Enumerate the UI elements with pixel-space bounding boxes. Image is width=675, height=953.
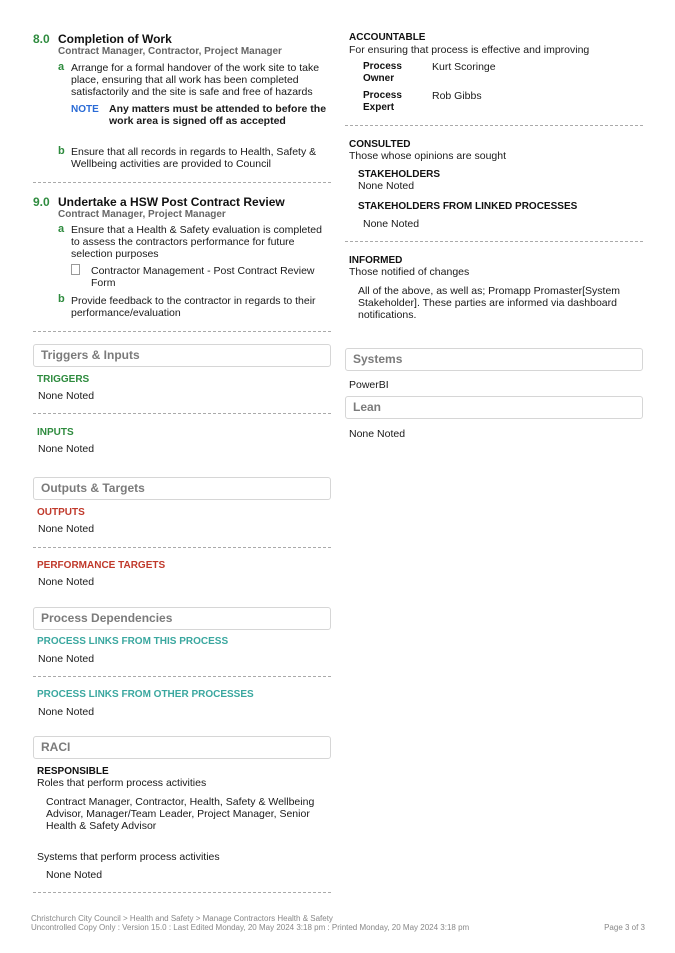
divider: [33, 892, 331, 893]
accountable-heading: ACCOUNTABLE: [349, 32, 426, 43]
document-icon: [71, 264, 80, 275]
accountable-subtitle: For ensuring that process is effective and improving: [349, 44, 590, 56]
inputs-value: None Noted: [38, 443, 95, 455]
divider: [345, 241, 643, 242]
outputs-targets-panel-header: Outputs & Targets: [33, 477, 331, 500]
linked-stakeholders-heading: STAKEHOLDERS FROM LINKED PROCESSES: [358, 201, 578, 212]
divider: [33, 676, 331, 677]
step-8b-letter: b: [58, 145, 65, 157]
step-8-number: 8.0: [33, 32, 50, 46]
process-owner-value: Kurt Scoringe: [432, 61, 496, 73]
step-9-title: Undertake a HSW Post Contract Review: [58, 195, 285, 209]
performance-targets-heading: PERFORMANCE TARGETS: [37, 560, 166, 571]
step-9b-letter: b: [58, 293, 65, 305]
responsible-heading: RESPONSIBLE: [37, 766, 109, 777]
step-8a-letter: a: [58, 61, 65, 73]
footer-breadcrumb: Christchurch City Council > Health and Safety > Manage Contractors Health & Safety: [31, 914, 333, 923]
outputs-heading: OUTPUTS: [37, 507, 85, 518]
step-8a-text: Arrange for a formal handover of the work site to take place, ensuring that all work has been completed satisfactorily and the site is safe and free of hazards: [71, 62, 320, 98]
triggers-value: None Noted: [38, 390, 95, 402]
stakeholders-heading: STAKEHOLDERS: [358, 169, 441, 180]
responsible-subtitle: Roles that perform process activities: [37, 777, 207, 789]
links-from-other-heading: PROCESS LINKS FROM OTHER PROCESSES: [37, 689, 254, 700]
step-9a-text: Ensure that a Health & Safety evaluation is completed to assess the contractors performance for future selection purposes: [71, 224, 322, 260]
divider: [345, 125, 643, 126]
consulted-subtitle: Those whose opinions are sought: [349, 150, 507, 162]
informed-text: All of the above, as well as; Promapp Promaster[System Stakeholder]. These parties are informed via dashboard notifications.: [358, 285, 621, 321]
systems-perform-value: None Noted: [46, 869, 103, 881]
divider: [33, 547, 331, 548]
step-8-title: Completion of Work: [58, 32, 172, 46]
process-dependencies-panel-header: Process Dependencies: [33, 607, 331, 630]
outputs-value: None Noted: [38, 523, 95, 535]
links-from-this-value: None Noted: [38, 653, 95, 665]
step-8b-text: Ensure that all records in regards to Health, Safety & Wellbeing activities are provided to Council: [71, 146, 317, 170]
consulted-heading: CONSULTED: [349, 139, 411, 150]
divider: [33, 413, 331, 414]
performance-targets-value: None Noted: [38, 576, 95, 588]
document-link[interactable]: Contractor Management - Post Contract Review Form: [91, 265, 315, 289]
stakeholders-value: None Noted: [358, 180, 415, 192]
note-text: Any matters must be attended to before the work area is signed off as accepted: [109, 103, 327, 127]
links-from-other-value: None Noted: [38, 706, 95, 718]
systems-perform-subtitle: Systems that perform process activities: [37, 851, 220, 863]
linked-stakeholders-value: None Noted: [363, 218, 420, 230]
informed-heading: INFORMED: [349, 255, 403, 266]
process-expert-value: Rob Gibbs: [432, 90, 482, 102]
triggers-inputs-panel-header: Triggers & Inputs: [33, 344, 331, 367]
note-label: NOTE: [71, 104, 99, 115]
responsible-roles: Contract Manager, Contractor, Health, Safety & Wellbeing Advisor, Manager/Team Leader, Project Manager, Senior Health & Safety Advisor: [46, 796, 315, 832]
systems-value: PowerBI: [349, 379, 389, 391]
step-9-roles: Contract Manager, Project Manager: [58, 209, 226, 220]
raci-panel-header: RACI: [33, 736, 331, 759]
step-9-number: 9.0: [33, 195, 50, 209]
triggers-heading: TRIGGERS: [37, 374, 90, 385]
divider: [33, 331, 331, 332]
systems-panel-header: Systems: [345, 348, 643, 371]
informed-subtitle: Those notified of changes: [349, 266, 470, 278]
step-9a-letter: a: [58, 223, 65, 235]
step-9b-text: Provide feedback to the contractor in regards to their performance/evaluation: [71, 295, 316, 319]
divider: [33, 182, 331, 183]
links-from-this-heading: PROCESS LINKS FROM THIS PROCESS: [37, 636, 229, 647]
process-expert-label: Process Expert: [363, 90, 402, 113]
step-8-roles: Contract Manager, Contractor, Project Manager: [58, 46, 282, 57]
lean-value: None Noted: [349, 428, 406, 440]
footer-version-info: Uncontrolled Copy Only : Version 15.0 : Last Edited Monday, 20 May 2024 3:18 pm : Printed Monday, 20 May 2024 3:18 pm: [31, 923, 470, 932]
lean-panel-header: Lean: [345, 396, 643, 419]
inputs-heading: INPUTS: [37, 427, 74, 438]
process-owner-label: Process Owner: [363, 61, 402, 84]
footer-page-number: Page 3 of 3: [604, 923, 645, 932]
